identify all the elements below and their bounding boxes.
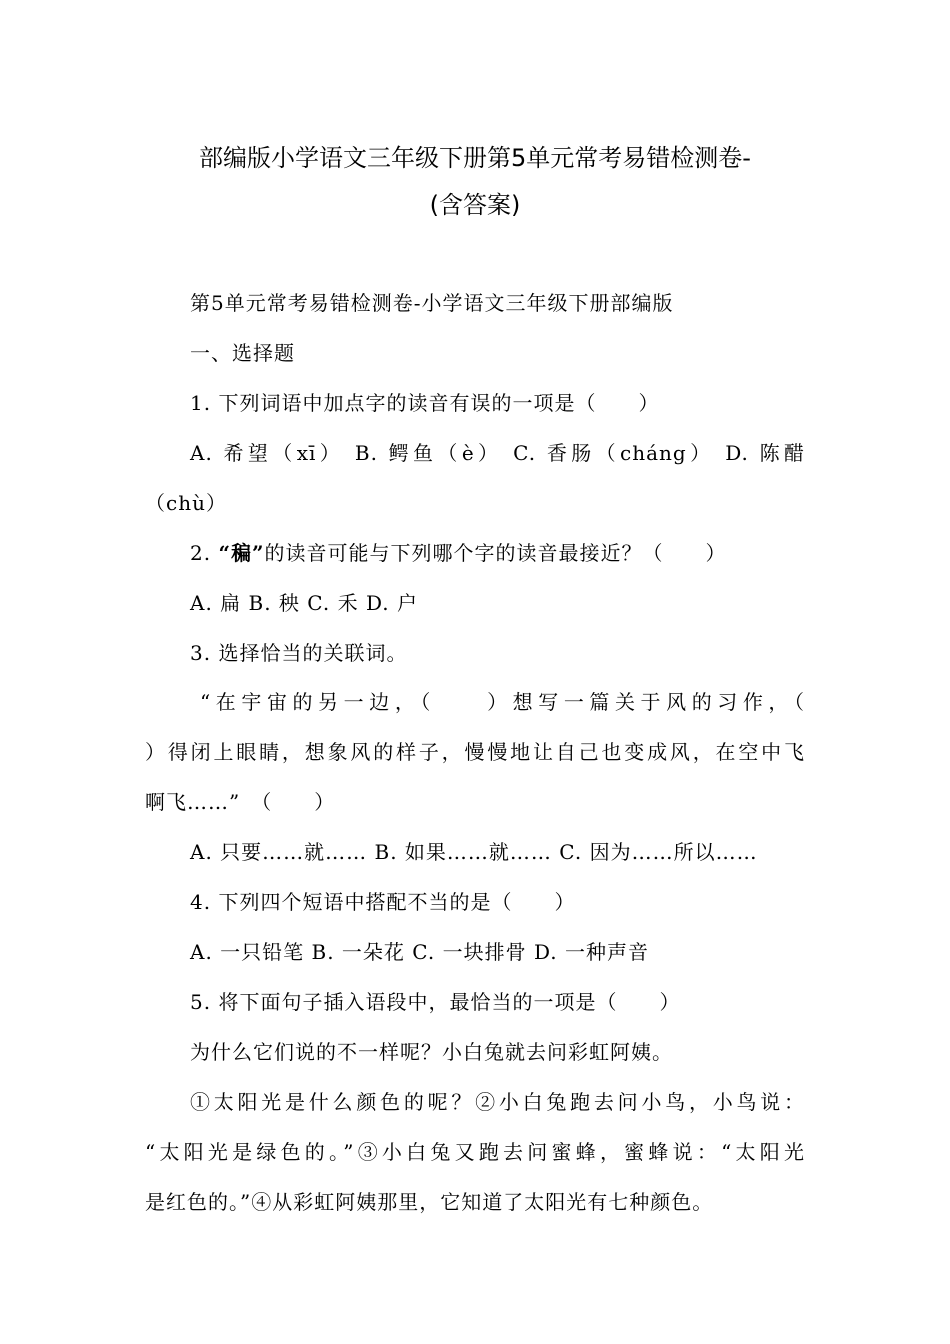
question-5-passage-line1: ①太阳光是什么颜色的呢？②小白兔跑去问小鸟，小鸟说： — [190, 1090, 805, 1114]
question-5-passage-line3: 是红色的。”④从彩虹阿姨那里，它知道了太阳光有七种颜色。 — [145, 1190, 714, 1214]
document-title-line2: (含答案) — [429, 191, 521, 219]
question-2-options: A. 扁 B. 秧 C. 禾 D. 户 — [190, 591, 418, 615]
question-2-number: 2. — [190, 541, 219, 565]
question-4-stem: 4. 下列四个短语中搭配不当的是（ ） — [190, 890, 576, 914]
question-1-options-cont: （chù） — [145, 491, 227, 515]
question-1-options: A. 希望（xī） B. 鳄鱼（è） C. 香肠（cháng） D. 陈醋 — [190, 441, 805, 465]
document-title-line1: 部编版小学语文三年级下册第5单元常考易错检测卷- — [199, 144, 751, 172]
section-heading: 一、选择题 — [190, 341, 295, 365]
question-4-options: A. 一只铅笔 B. 一朵花 C. 一块排骨 D. 一种声音 — [190, 940, 649, 964]
document-subtitle: 第5单元常考易错检测卷-小学语文三年级下册部编版 — [190, 291, 674, 315]
question-5-sentence: 为什么它们说的不一样呢？小白兔就去问彩虹阿姨。 — [190, 1040, 673, 1064]
question-2-keyword: “稨” — [218, 541, 265, 565]
question-1-stem: 1. 下列词语中加点字的读音有误的一项是（ ） — [190, 391, 660, 415]
question-5-passage-line2: “太阳光是绿色的。”③小白兔又跑去问蜜蜂，蜜蜂说：“太阳光 — [145, 1140, 805, 1164]
question-3-options: A. 只要……就…… B. 如果……就…… C. 因为……所以…… — [190, 840, 758, 864]
question-3-passage-line3: 啊飞……” （ ） — [145, 790, 336, 814]
question-2-stem-text: 的读音可能与下列哪个字的读音最接近？（ ） — [264, 541, 727, 565]
question-5-stem: 5. 将下面句子插入语段中，最恰当的一项是（ ） — [190, 990, 681, 1014]
question-2-stem — [190, 537, 726, 566]
question-3-passage-line1: “在宇宙的另一边，（ ）想写一篇关于风的习作，（ — [200, 690, 805, 714]
question-3-passage-line2: ）得闭上眼睛，想象风的样子，慢慢地让自己也变成风，在空中飞 — [145, 740, 805, 764]
question-3-stem: 3. 选择恰当的关联词。 — [190, 641, 408, 665]
